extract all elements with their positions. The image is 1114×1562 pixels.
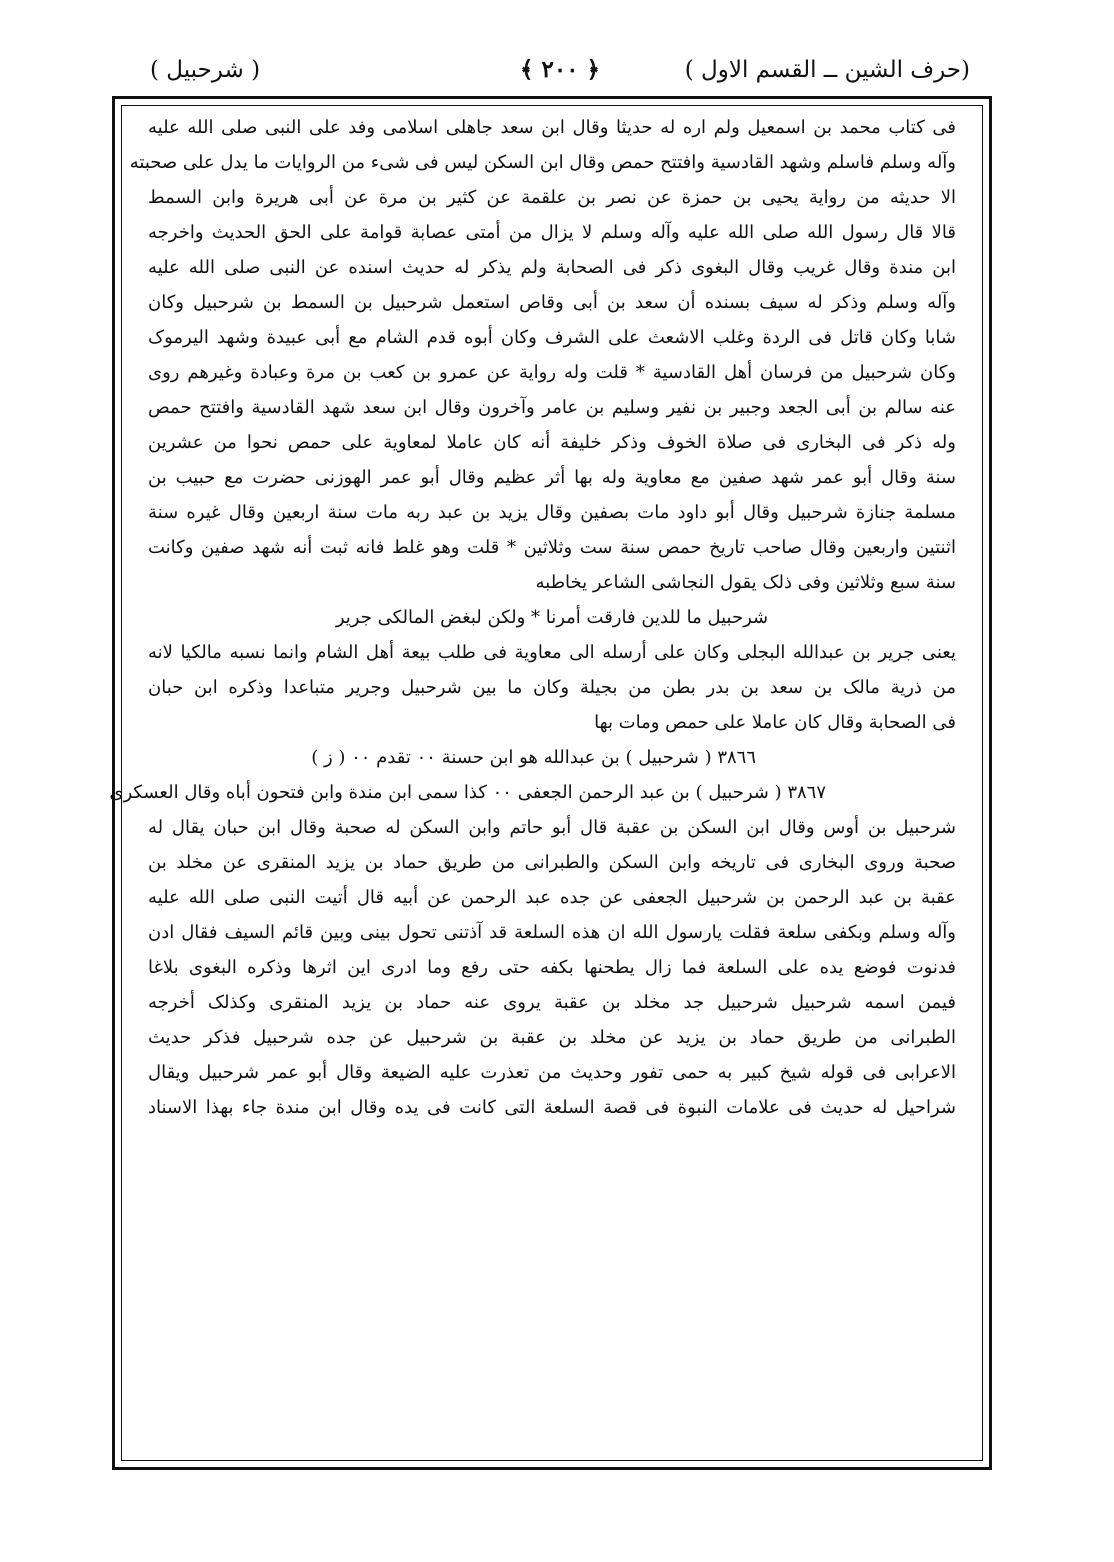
text-line: وآله وسلم وبکفی سلعة فقلت یارسول الله ان هذه السلعة قد آذتنی تحول بینی وبین قائم السیف فقال ادن [148,922,956,943]
text-line: سنة سبع وثلاثین وفی ذلک یقول النجاشی الشاعر یخاطبه [535,572,956,593]
text-line: شرحبیل بن أوس وقال ابن السکن بن عقبة قال أبو حاتم وابن السکن له صحبة وقال ابن حبان یقال له [148,817,956,838]
text-line: صحبة وروی البخاری فی تاریخه وابن السکن والطبرانی من طریق حماد بن یزید المنقری عن مخلد بن [148,852,956,873]
text-line: شراحیل له حدیث فی علامات النبوة فی قصة السلعة التی کانت فی یده وقال ابن مندة جاء بهذا الاسناد [148,1097,956,1118]
text-line: شابا وکان قاتل فی الردة وغلب الاشعث علی الشرف وکان أبوه قدم الشام مع أبی عبیدة وشهد الیرموک [148,327,956,348]
text-line: ابن مندة وقال غریب وقال البغوی ذکر فی الصحابة ولم یذکر له حدیث اسنده عن النبی صلی الله علیه [148,257,956,278]
text-line: وله ذکر فی البخاری فی صلاة الخوف وذکر خلیفة أنه کان عاملا لمعاویة علی حمص نحوا من عشرین [148,432,956,453]
text-line: وآله وسلم فاسلم وشهد القادسیة وافتتح حمص وقال ابن السکن لیس فی شیء من الروایات ما یدل علی صحبته [129,152,956,173]
text-line: فدنوت فوضع یده علی السلعة فما زال یطحنها بکفه حتی رفع وما ادری این اثرها وذکره البغوی بلاغا [148,957,956,978]
poem-verse: شرحبیل ما للدین فارقت أمرنا * ولکن لبغض المالکی جریر [335,607,769,628]
text-line: الاعرابی فی قوله شیخ کبیر به حمی تفور وحدیث من تعذرت علیه الضیعة وقال أبو عمر شرحبیل ویقال [148,1062,956,1083]
text-line: قالا قال رسول الله صلی الله علیه وآله وسلم لا یزال من أمتی عصابة قوامة علی الحق الحدیث واخرجه [148,222,956,243]
text-line: وکان شرحبیل من فرسان أهل القادسیة * قلت وله روایة عن عمرو بن کعب بن مرة وعبادة وغیرهم روی [148,362,956,383]
text-line: سنة وقال أبو عمر شهد صفین مع معاویة وله بها أثر عظیم وقال أبو عمر الهوزنی حضرت مع حبیب بن [148,467,956,488]
entry-heading-3867: ٣٨٦٧ ( شرحبیل ) بن عبد الرحمن الجعفی ٠٠ کذا سمی ابن مندة وابن فتحون أباه وقال العسکری [109,782,826,803]
text-line: عنه سالم بن أبی الجعد وجبیر بن نفیر وسلیم بن عامر وآخرون وقال ابن سعد شهد القادسیة وافتتح حمص [148,397,956,418]
text-line: فی الصحابة وقال کان عاملا علی حمص ومات بها [594,712,956,733]
text-line: فیمن اسمه شرحبیل شرحبیل جد مخلد بن عقبة یروی عنه حماد بن یزید المنقری وکذلک أخرجه [148,992,956,1013]
entry-heading-3866: ٣٨٦٦ ( شرحبیل ) بن عبدالله هو ابن حسنة ٠٠ تقدم ٠٠ ( ز ) [311,747,756,768]
text-line: فی کتاب محمد بن اسمعیل ولم اره له حدیثا وقال ابن سعد جاهلی اسلامی وفد علی النبی صلی الله علیه [148,117,956,138]
section-title: (حرف الشين ــ القسم الاول ) [684,57,970,83]
text-line: وآله وسلم وذکر له سیف بسنده أن سعد بن أبی وقاص استعمل شرحبیل بن السمط بن شرحبیل وکان [148,292,956,313]
text-line: عقبة بن عبد الرحمن بن شرحبیل الجعفی عن جده عبد الرحمن عن أبیه قال أتیت النبی صلی الله علیه [148,887,956,908]
page-number: ﴿ ٢٠٠ ﴾ [519,56,601,83]
page-header [150,50,970,90]
text-line: الا حدیثه من روایة یحیی بن حمزة عن نصر بن علقمة عن کثیر بن مرة عن أبی هریرة وابن السمط [148,187,956,208]
text-line: مسلمة جنازة شرحبیل وقال أبو داود مات بصفین وقال یزید بن عبد ربه مات سنة اربعین وقال غیره سنة [148,502,956,523]
text-body [109,110,956,1456]
text-line: الطبرانی من طریق حماد بن یزید عن مخلد بن عقبة بن شرحبیل عن جده شرحبیل فذکر حدیث [148,1027,956,1048]
text-line: اثنتین واربعین وقال صاحب تاریخ حمص سنة ست وثلاثین * قلت وهو غلط فانه ثبت أنه شهد صفین وکانت [148,537,956,558]
running-name: ( شرحبيل ) [150,57,261,83]
text-line: من ذریة مالک بن سعد بن بدر بطن من بجیلة وکان ما بین شرحبیل وجریر متباعدا وذکره ابن حبان [148,677,956,698]
text-line: یعنی جریر بن عبدالله البجلی وکان علی أرسله الی معاویة فی طلب بیعة أهل الشام وانما نسبه مالکیا لانه [148,642,956,663]
